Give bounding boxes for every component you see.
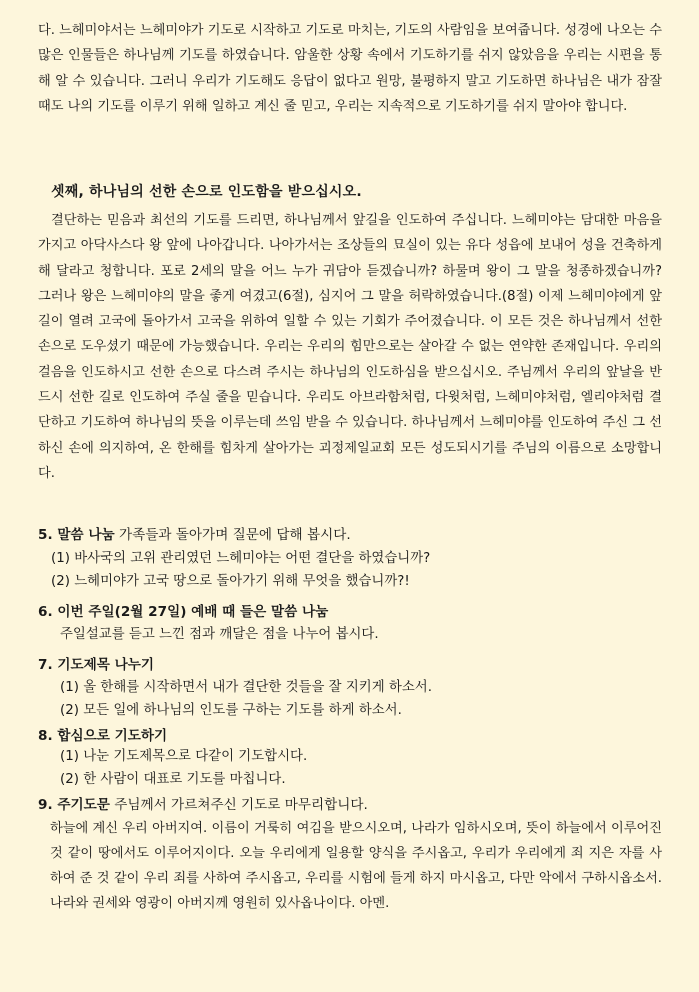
sec5-title: 5. 말씀 나눔: [38, 527, 115, 543]
sec6-desc: 주일설교를 듣고 느낀 점과 깨달은 점을 나누어 봅시다.: [60, 627, 379, 642]
sec6-header: [38, 601, 662, 623]
sec5-desc: 가족들과 돌아가며 질문에 답해 봅시다.: [114, 527, 351, 543]
sec5-item-2: (2) 느헤미야가 고국 땅으로 돌아가기 위해 무엇을 했습니까?!: [51, 574, 410, 589]
sec7-item-2: (2) 모든 일에 하나님의 인도를 구하는 기도를 하게 하소서.: [60, 703, 402, 718]
point3-heading: 셋째, 하나님의 선한 손으로 인도함을 받으십시오.: [51, 184, 362, 200]
point3-body: 결단하는 믿음과 최선의 기도를 드리면, 하나님께서 앞길을 인도하여 주십니다. 느헤미야는 담대한 마음을 가지고 아닥사스다 왕 앞에 나아갑니다. 나아가서는 조상들의 묘실이 있는 유다 성읍에 보내어 성을 건축하게 해 달라고 청합니다. 포로 2세의 말을 어느 누가 귀담아 듣겠습니까? 하물며 왕이 그 말을 청종하겠습니까? 그러나 왕은 느헤미야의 말을 좋게 여겼고(6절), 심지어 그 말을 허락하였습니다.(8절) 이제 느헤미야에게 앞길이 열려 고국에 돌아가서 고국을 위하여 일할 수 있는 기회가 주어졌습니다. 이 모든 것은 하나님께서 선한 손으로 도우셨기 때문에 가능했습니다. 우리는 우리의 힘만으로는 살아갈 수 없는 연약한 존재입니다. 우리의 걸음을 인도하시고 선한 손으로 다스려 주시는 하나님의 인도하심을 받으십시오. 주님께서 우리의 앞날을 반드시 선한 길로 인도하여 주실 줄을 믿습니다. 우리도 아브라함처럼, 다윗처럼, 느헤미야처럼, 엘리야처럼 결단하고 기도하여 하나님의 뜻을 이루는데 쓰임 받을 수 있습니다. 하나님께서 느헤미야를 인도하여 주신 그 선하신 손에 의지하여, 온 한해를 힘차게 살아가는 괴정제일교회 모든 성도되시기를 주님의 이름으로 소망합니다.: [38, 213, 662, 481]
sec7-header: [38, 654, 662, 676]
sec6-title: 6. 이번 주일(2월 27일) 예배 때 들은 말씀 나눔: [38, 604, 329, 620]
sec7-item-1: (1) 올 한해를 시작하면서 내가 결단한 것들을 잘 지키게 하소서.: [60, 680, 432, 695]
sec8-item-1: (1) 나눈 기도제목으로 다같이 기도합시다.: [60, 749, 308, 764]
sec9-header: [38, 794, 662, 816]
intro-paragraph: 다. 느헤미야서는 느헤미야가 기도로 시작하고 기도로 마치는, 기도의 사람임을 보여줍니다. 성경에 나오는 수많은 인물들은 하나님께 기도를 하였습니다. 암울한 상황 속에서 기도하기를 쉬지 않았음을 우리는 시편을 통해 알 수 있습니다. 그러니 우리가 기도해도 응답이 없다고 원망, 불평하지 말고 기도하면 하나님은 내가 잠잘 때도 나의 기도를 이루기 위해 일하고 계신 줄 믿고, 우리는 지속적으로 기도하기를 쉬지 말아야 합니다.: [38, 23, 662, 114]
sec8-header: [38, 725, 662, 747]
sec9-title: 9. 주기도문: [38, 797, 110, 813]
sec8-item-2: (2) 한 사람이 대표로 기도를 마칩니다.: [60, 772, 286, 787]
lords-prayer: 하늘에 계신 우리 아버지여. 이름이 거룩히 여김을 받으시오며, 나라가 임하시오며, 뜻이 하늘에서 이루어진 것 같이 땅에서도 이루어지이다. 오늘 우리에게 일용할 양식을 주시옵고, 우리가 우리에게 죄 지은 자를 사하여 준 것 같이 우리 죄를 사하여 주시옵고, 우리를 시험에 들게 하지 마시옵고, 다만 악에서 구하시옵소서. 나라와 권세와 영광이 아버지께 영원히 있사옵나이다. 아멘.: [50, 821, 662, 911]
sec7-title: 7. 기도제목 나누기: [38, 657, 155, 673]
sec8-title: 8. 합심으로 기도하기: [38, 728, 168, 744]
sec5-item-1: (1) 바사국의 고위 관리였던 느헤미야는 어떤 결단을 하였습니까?: [51, 551, 431, 566]
sec5-header: [38, 524, 662, 546]
sec9-desc: 주님께서 가르쳐주신 기도로 마무리합니다.: [109, 797, 368, 813]
